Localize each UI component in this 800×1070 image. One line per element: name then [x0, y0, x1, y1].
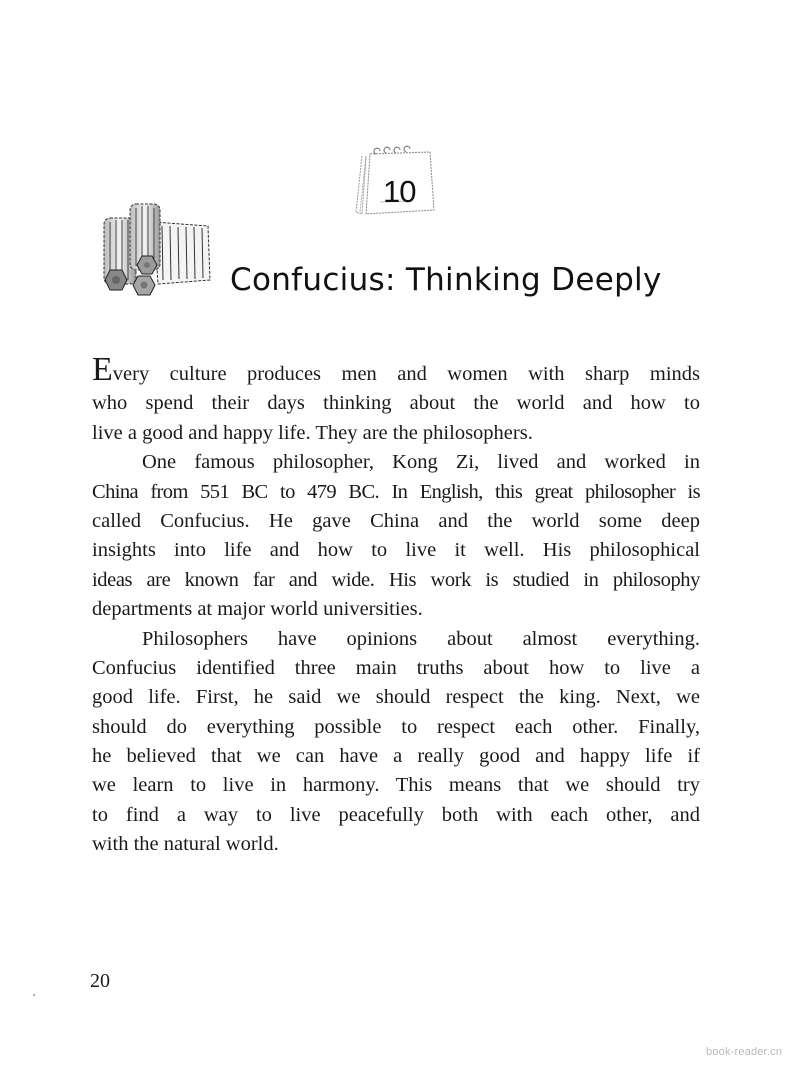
text-line: who spend their days thinking about the world and how to: [92, 392, 700, 415]
text-line: good life. First, he said we should respect the king. Next, we: [92, 686, 700, 709]
paragraph-1: [92, 351, 700, 448]
text-line: with the natural world.: [92, 833, 279, 856]
text-line: ideas are known far and wide. His work is studied in philosophy: [92, 568, 700, 591]
paragraph-2: [92, 448, 700, 624]
text-line: insights into life and how to live it well. His philosophical: [92, 539, 700, 562]
text-line: to find a way to live peacefully both with each other, and: [92, 803, 700, 826]
text-line: live a good and happy life. They are the philosophers.: [92, 421, 533, 444]
text-line: we learn to live in harmony. This means that we should try: [92, 774, 700, 797]
chapter-title: Confucius: Thinking Deeply: [230, 262, 662, 298]
chapter-number: 10: [383, 174, 416, 209]
watermark: book-reader.cn: [706, 1046, 783, 1058]
scan-speck: [33, 994, 35, 996]
text-line: should do everything possible to respect each other. Finally,: [92, 715, 700, 738]
text-line: called Confucius. He gave China and the world some deep: [92, 509, 700, 532]
drop-cap: E: [92, 351, 113, 388]
chapter-body: [92, 351, 700, 860]
text-line: China from 551 BC to 479 BC. In English, this great philosopher is: [92, 480, 700, 503]
text-line: he believed that we can have a really good and happy life if: [92, 745, 700, 768]
page-number: 20: [90, 970, 110, 992]
text-line: Every culture produces men and women with sharp minds: [92, 351, 700, 388]
text-line: Confucius identified three main truths about how to live a: [92, 656, 700, 679]
text-line: One famous philosopher, Kong Zi, lived and worked in: [142, 451, 700, 474]
bamboo-scroll-icon: [96, 200, 214, 300]
text-line: Philosophers have opinions about almost everything.: [142, 627, 700, 650]
paragraph-3: [92, 625, 700, 860]
text-line: departments at major world universities.: [92, 598, 423, 621]
